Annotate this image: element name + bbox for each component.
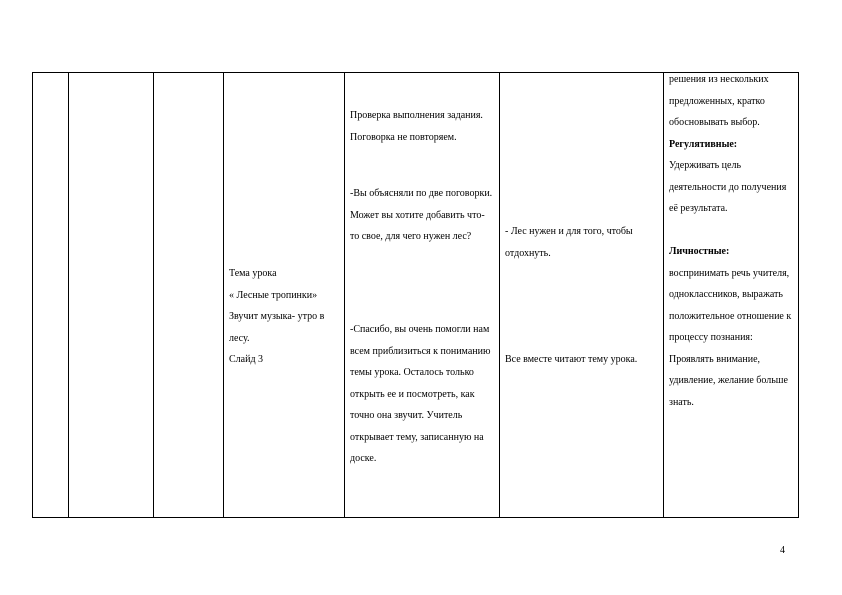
student-answer-text: - Лес нужен и для того, чтобы отдохнуть.: [505, 226, 633, 259]
student-read-text: Все вместе читают тему урока.: [505, 354, 638, 365]
table-cell-2: [69, 73, 154, 518]
table-cell-student-activity: [500, 73, 664, 518]
lesson-topic-title: Тема урока: [229, 268, 277, 279]
table-row: [33, 73, 799, 518]
outcomes-block: [669, 69, 794, 413]
outcome-choice-text: решения из нескольких предложенных, кратко обосновывать выбор.: [669, 74, 769, 128]
lesson-music-note: Звучит музыка- утро в лесу.: [229, 311, 325, 344]
teacher-question-text: -Вы объясняли по две поговорки. Может вы хотите добавить что- то свое, для чего нужен лес?: [350, 188, 493, 242]
table-cell-lesson-topic: [224, 73, 345, 518]
outcome-spacer: [669, 220, 794, 242]
table-cell-learning-outcomes: [664, 73, 799, 518]
personal-text: воспринимать речь учителя, одноклассников, выражать положительное отношение к процессу познания: Проявлять внимание, удивление, желание больше знать.: [669, 267, 792, 408]
teacher-check-text: Проверка выполнения задания. Поговорка не повторяем.: [350, 110, 483, 143]
table-cell-1: [33, 73, 69, 518]
table-cell-teacher-activity: [345, 73, 500, 518]
lesson-slide-note: Слайд 3: [229, 354, 264, 365]
regulatory-heading: Регулятивные:: [669, 138, 738, 150]
lesson-topic-block: [229, 263, 340, 371]
lesson-topic-name: « Лесные тропинки»: [229, 289, 318, 301]
regulatory-text: Удерживать цель деятельности до получения её результата.: [669, 160, 787, 214]
teacher-thanks-text: -Спасибо, вы очень помогли нам всем приблизиться к пониманию темы урока. Осталось только открыть ее и посмотреть, как точно она звучит. Учитель открывает тему, записанную на доске.: [350, 324, 491, 464]
page-number: 4: [780, 545, 785, 556]
lesson-plan-table: [32, 72, 799, 518]
table-cell-3: [154, 73, 224, 518]
personal-heading: Личностные:: [669, 246, 730, 257]
